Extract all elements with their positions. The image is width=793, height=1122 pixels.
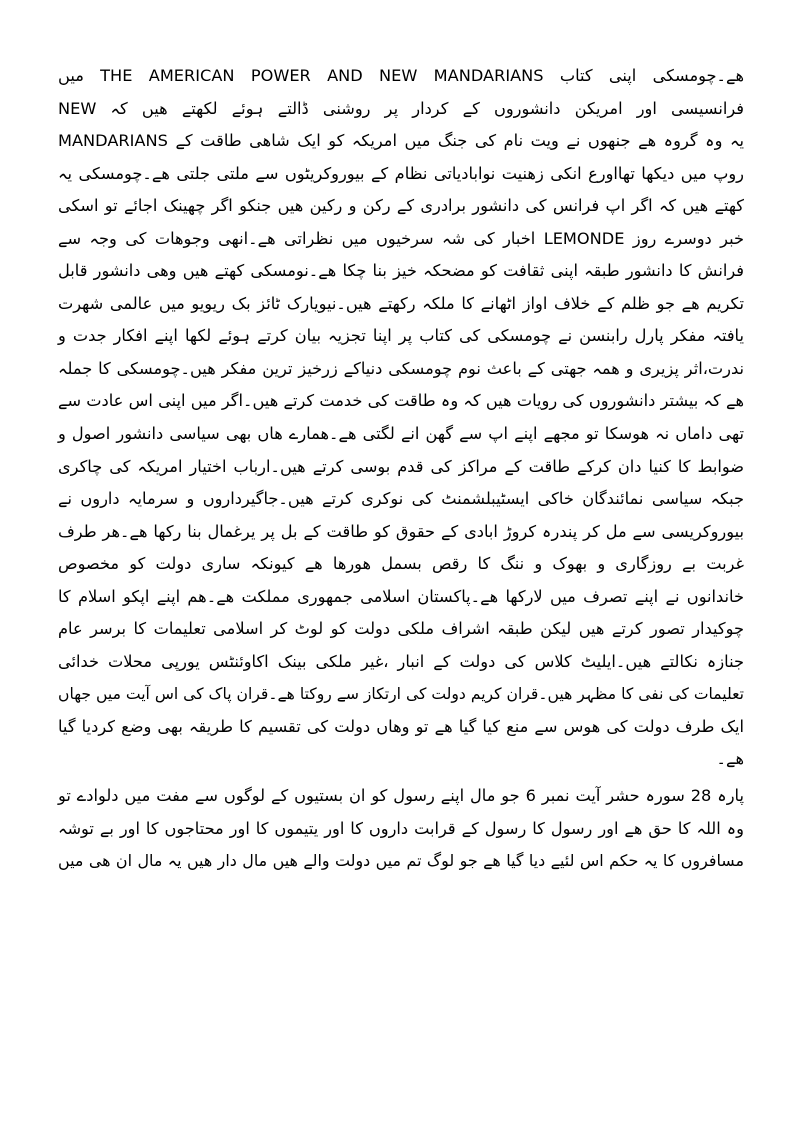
text-line: پارہ 28 سورہ حشر آیت نمبر 6 جو مال اپنے رسول کو ان بستیوں کے لوگوں سے مفت میں دلوادے تو	[58, 786, 744, 806]
body-text	[58, 60, 744, 878]
text-line: مسافروں کا یہ حکم اس لئیے دیا گیا ھے جو لوگ تم میں دولت والے ھیں مال دار ھیں یہ مال ان ھی میں	[58, 851, 744, 871]
text-line: ضوابط کا کنیا دان کرکے طاقت کے مراکز کی قدم بوسی کرتے ھیں۔ارباب اختیار امریکہ کی چاکری	[58, 456, 744, 476]
text-line: فرانسیسی اور امریکن دانشوروں کے کردار پر روشنی ڈالتے ہوئے لکھتے ھیں کہ NEW	[58, 98, 744, 118]
text-line: بیوروکریسی سے مل کر پندرہ کروڑ ابادی کے حقوق کو طاقت کے بل پر یرغمال بنا رکھا ھے۔ھر طرف	[58, 521, 744, 541]
text-line: ھے۔چومسکی اپنی کتاب THE AMERICAN POWER AND NEW MANDARIANS میں	[58, 66, 744, 85]
text-line: یافتہ مفکر پارل رابنسن نے چومسکی کی کتاب پر اپنا تجزیہ بیان کرتے ہوئے لکھا اپنے افکار جدت و	[58, 326, 744, 346]
text-line: وہ اللہ کا حق ھے اور رسول کا رسول کے قرابت داروں کا اور یتیموں کا اور محتاجوں کا اور بے توشہ	[58, 818, 744, 838]
text-line: جنازہ نکالتے ھیں۔ایلیٹ کلاس کی دولت کے انبار ،غیر ملکی بینک اکاوئنٹس یورپی محلات خدائی	[58, 651, 744, 671]
text-line: روپ میں دیکھا تھااورع انکی زھنیت نوابادیاتی نظام کے بیوروکریٹوں سے ملتی جلتی ھے۔چومسکی یہ	[58, 163, 744, 183]
text-line: MANDARIANS یہ وہ گروہ ھے جنھوں نے ویت نام کی جنگ میں امریکہ کو ایک شاھی طاقت کے	[58, 131, 744, 151]
text-line: ھے کہ بیشتر دانشوروں کی رویات ھیں کہ وہ طاقت کی خدمت کرتے ھیں۔اگر میں اپنی اس عادت سے	[58, 391, 744, 411]
text-line: کھتے ھیں کہ اگر اپ فرانس کی دانشور برادری کے رکن و رکین ھیں جنکو اگر چھینک اجائے تو اسکی	[58, 196, 744, 216]
text-line: چوکیدار تصور کرتے ھیں لیکن طبقہ اشراف ملکی دولت کو لوٹ کر اسلامی تعلیمات کا برسر عام	[58, 619, 744, 639]
text-line: تھی داماں نہ ھوسکا تو مجھے اپنے اپ سے گھن انے لگتی ھے۔ھمارے ھاں بھی سیاسی دانشور اصول و	[58, 424, 744, 444]
text-line: ندرت،اثر پزیری و ھمہ جھتی کے باعث نوم چومسکی دنیاکے زرخیز ترین مفکر ھیں۔چومسکی کا جملہ	[58, 358, 744, 378]
text-line: ایک طرف دولت کی ھوس سے منع کیا گیا ھے تو وھاں دولت کی تقسیم کا طریقہ بھی وضع کردیا گیا	[58, 716, 744, 736]
text-line: خاندانوں نے اپنے تصرف میں لارکھا ھے۔پاکستان اسلامی جمھوری مملکت ھے۔ھم اپنے اپکو اسلام کا	[58, 586, 744, 606]
text-line: فرانش کا دانشور طبقہ اپنی ثقافت کو مضحکہ خیز بنا چکا ھے۔نومسکی کھتے ھیں وھی دانشور قابل	[58, 261, 744, 281]
text-line: غربت بے روزگاری و بھوک و ننگ کا رقص بسمل ھورھا ھے کیونکہ ساری دولت کو مخصوص	[58, 554, 744, 574]
text-line: جبکہ سیاسی نمائندگان خاکی ایسٹیبلشمنٹ کی نوکری کرتے ھیں۔جاگیرداروں و سرمایہ داروں نے	[58, 489, 744, 509]
text-line: خبر دوسرے روز LEMONDE اخبار کی شہ سرخیوں میں نظراتی ھے۔انھی وجوھات کی وجہ سے	[58, 228, 745, 248]
text-line: تکریم ھے جو ظلم کے خلاف اواز اٹھانے کا ملکہ رکھتے ھیں۔نیویارک ٹائز بک ریویو میں عالمی شھرت	[58, 293, 744, 313]
text-line: تعلیمات کی نفی کا مظہر ھیں۔قران کریم دولت کی ارتکاز سے روکتا ھے۔قران پاک کی اس آیت میں جھاں	[58, 685, 744, 704]
text-line: ھے۔	[716, 749, 744, 769]
